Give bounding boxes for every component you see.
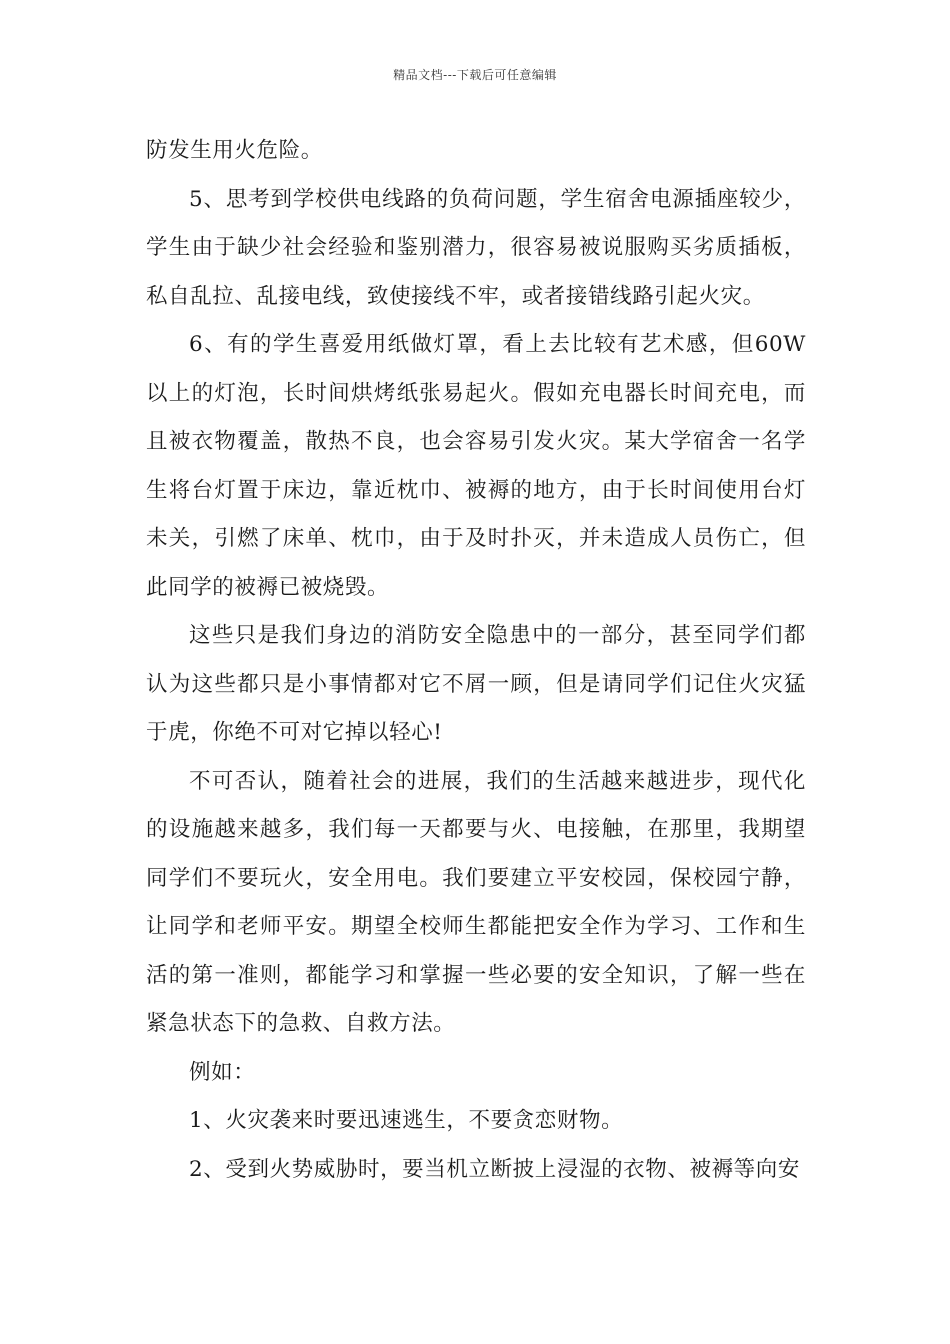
paragraph-example-2: 2、受到火势威胁时，要当机立断披上浸湿的衣物、被褥等向安	[189, 1156, 800, 1182]
paragraph-continuation: 防发生用火危险。	[146, 138, 323, 163]
page-header: 精品文档---下载后可任意编辑	[393, 68, 557, 82]
paragraph-item-6: 6、有的学生喜爱用纸做灯罩，看上去比较有艺术感，但60W以上的灯泡，长时间烘烤纸张易起火。假如充电器长时间充电，而且被衣物覆盖，散热不良，也会容易引发火灾。某大学宿舍一名学生将台灯置于床边，靠近枕巾、被褥的地方，由于长时间使用台灯未关，引燃了床单、枕巾，由于及时扑灭，并未造成人员伤亡，但此同学的被褥已被烧毁。	[146, 332, 806, 600]
paragraph-example-1: 1、火灾袭来时要迅速逃生，不要贪恋财物。	[189, 1108, 624, 1133]
paragraph-item-5: 5、思考到学校供电线路的负荷问题，学生宿舍电源插座较少，学生由于缺少社会经验和鉴别潜力，很容易被说服购买劣质插板，私自乱拉、乱接电线，致使接线不牢，或者接错线路引起火灾。	[146, 186, 806, 309]
paragraph-hazard-summary: 这些只是我们身边的消防安全隐患中的一部分，甚至同学们都认为这些都只是小事情都对它不屑一顾，但是请同学们记住火灾猛于虎，你绝不可对它掉以轻心!	[146, 623, 806, 745]
paragraph-example-intro: 例如：	[189, 1059, 256, 1085]
paragraph-safety-call: 不可否认，随着社会的进展，我们的生活越来越进步，现代化的设施越来越多，我们每一天都要与火、电接触，在那里，我期望同学们不要玩火，安全用电。我们要建立平安校园，保校园宁静，让同学和老师平安。期望全校师生都能把安全作为学习、工作和生活的第一准则，都能学习和掌握一些必要的安全知识，了解一些在紧急状态下的急救、自救方法。	[146, 768, 806, 1036]
document-body	[146, 127, 806, 1194]
